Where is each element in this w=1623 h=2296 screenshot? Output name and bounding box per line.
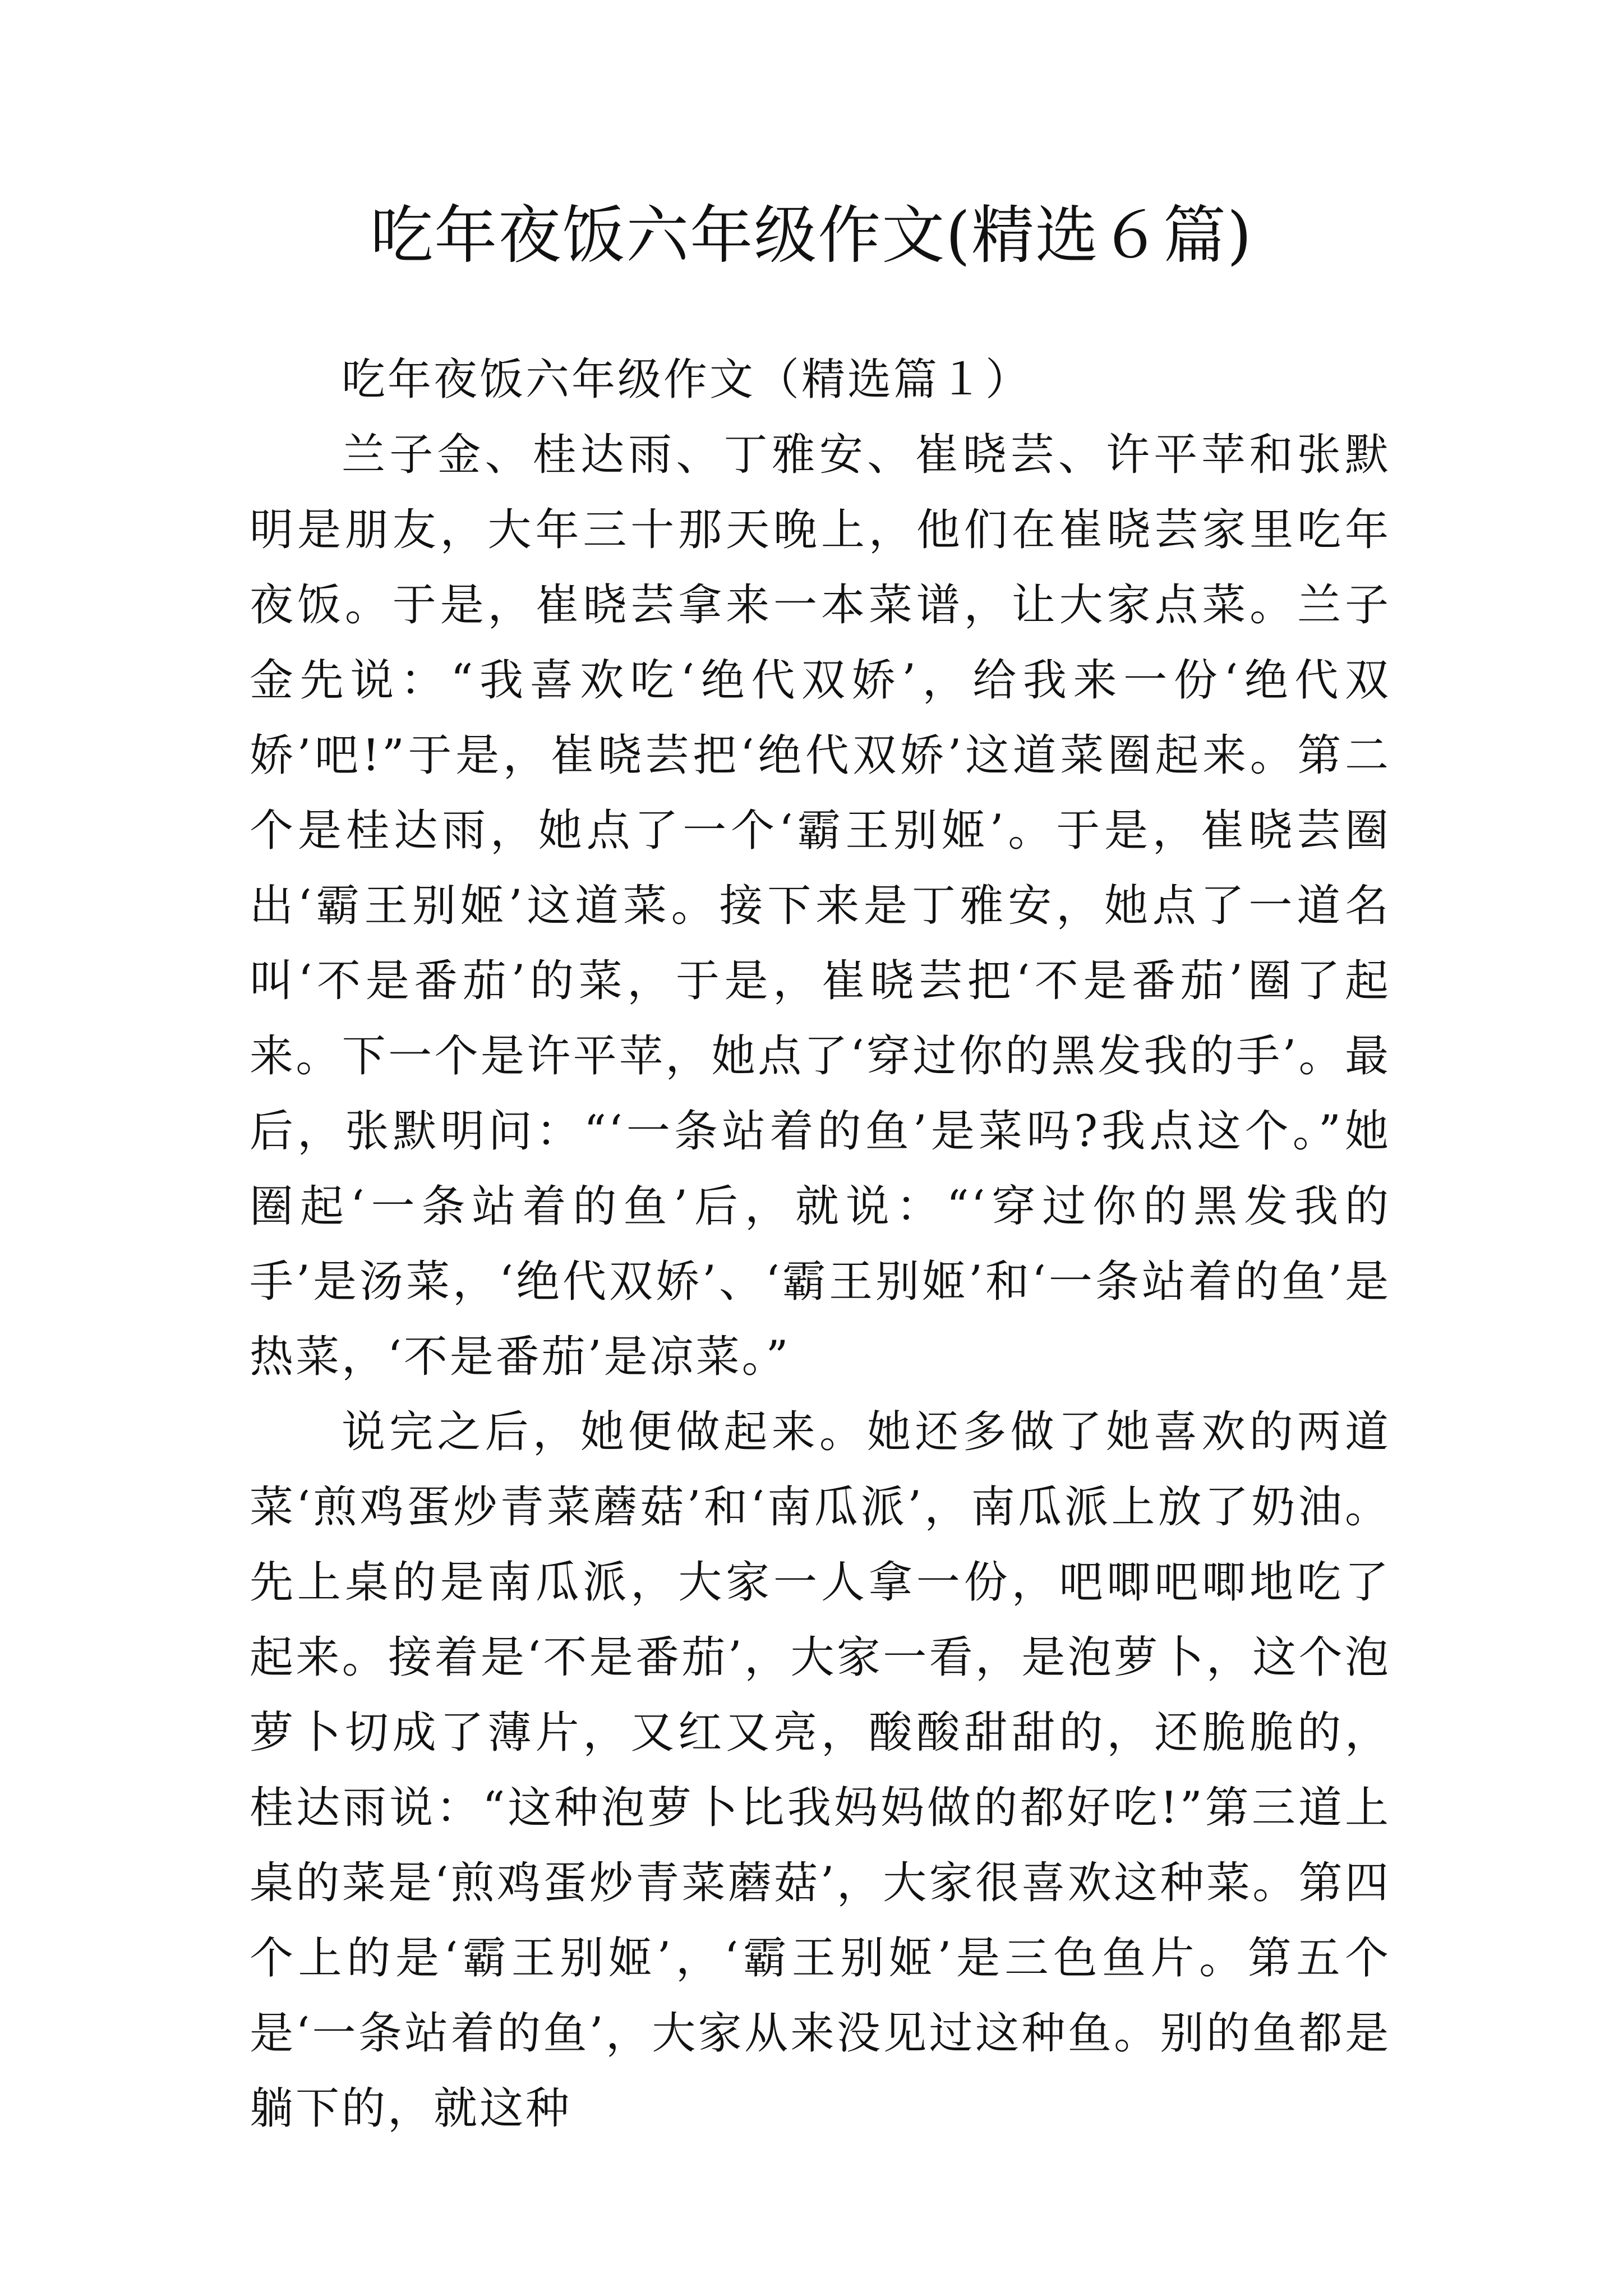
paragraph: 说完之后，她便做起来。她还多做了她喜欢的两道菜‘煎鸡蛋炒青菜蘑菇’和‘南瓜派’，南瓜派上放了奶油。先上桌的是南瓜派，大家一人拿一份，吧唧吧唧地吃了起来。接着是‘不是番茄’，大家一看，是泡萝卜，这个泡萝卜切成了薄片，又红又亮，酸酸甜甜的，还脆脆的，桂达雨说：“这种泡萝卜比我妈妈做的都好吃!”第三道上桌的菜是‘煎鸡蛋炒青菜蘑菇’，大家很喜欢这种菜。第四个上的是‘霸王别姬’，‘霸王别姬’是三色鱼片。第五个是‘一条站着的鱼’，大家从来没见过这种鱼。别的鱼都是躺下的，就这种 [250, 1407, 1391, 2134]
document-body [250, 342, 1391, 2146]
section-heading: 吃年夜饭六年级作文（精选篇１） [342, 355, 1032, 405]
paragraph: 兰子金、桂达雨、丁雅安、崔晓芸、许平苹和张默明是朋友，大年三十那天晚上，他们在崔晓芸家里吃年夜饭。于是，崔晓芸拿来一本菜谱，让大家点菜。兰子金先说：“我喜欢吃‘绝代双娇’，给我来一份‘绝代双娇’吧!”于是，崔晓芸把‘绝代双娇’这道菜圈起来。第二个是桂达雨，她点了一个‘霸王别姬’。于是，崔晓芸圈出‘霸王别姬’这道菜。接下来是丁雅安，她点了一道名叫‘不是番茄’的菜，于是，崔晓芸把‘不是番茄’圈了起来。下一个是许平苹，她点了‘穿过你的黑发我的手’。最后，张默明问：“‘一条站着的鱼’是菜吗?我点这个。”她圈起‘一条站着的鱼’后，就说：“‘穿过你的黑发我的手’是汤菜，‘绝代双娇’、‘霸王别姬’和‘一条站着的鱼’是热菜，‘不是番茄’是凉菜。” [250, 430, 1391, 1382]
document-title: 吃年夜饭六年级作文(精选６篇) [370, 199, 1253, 272]
